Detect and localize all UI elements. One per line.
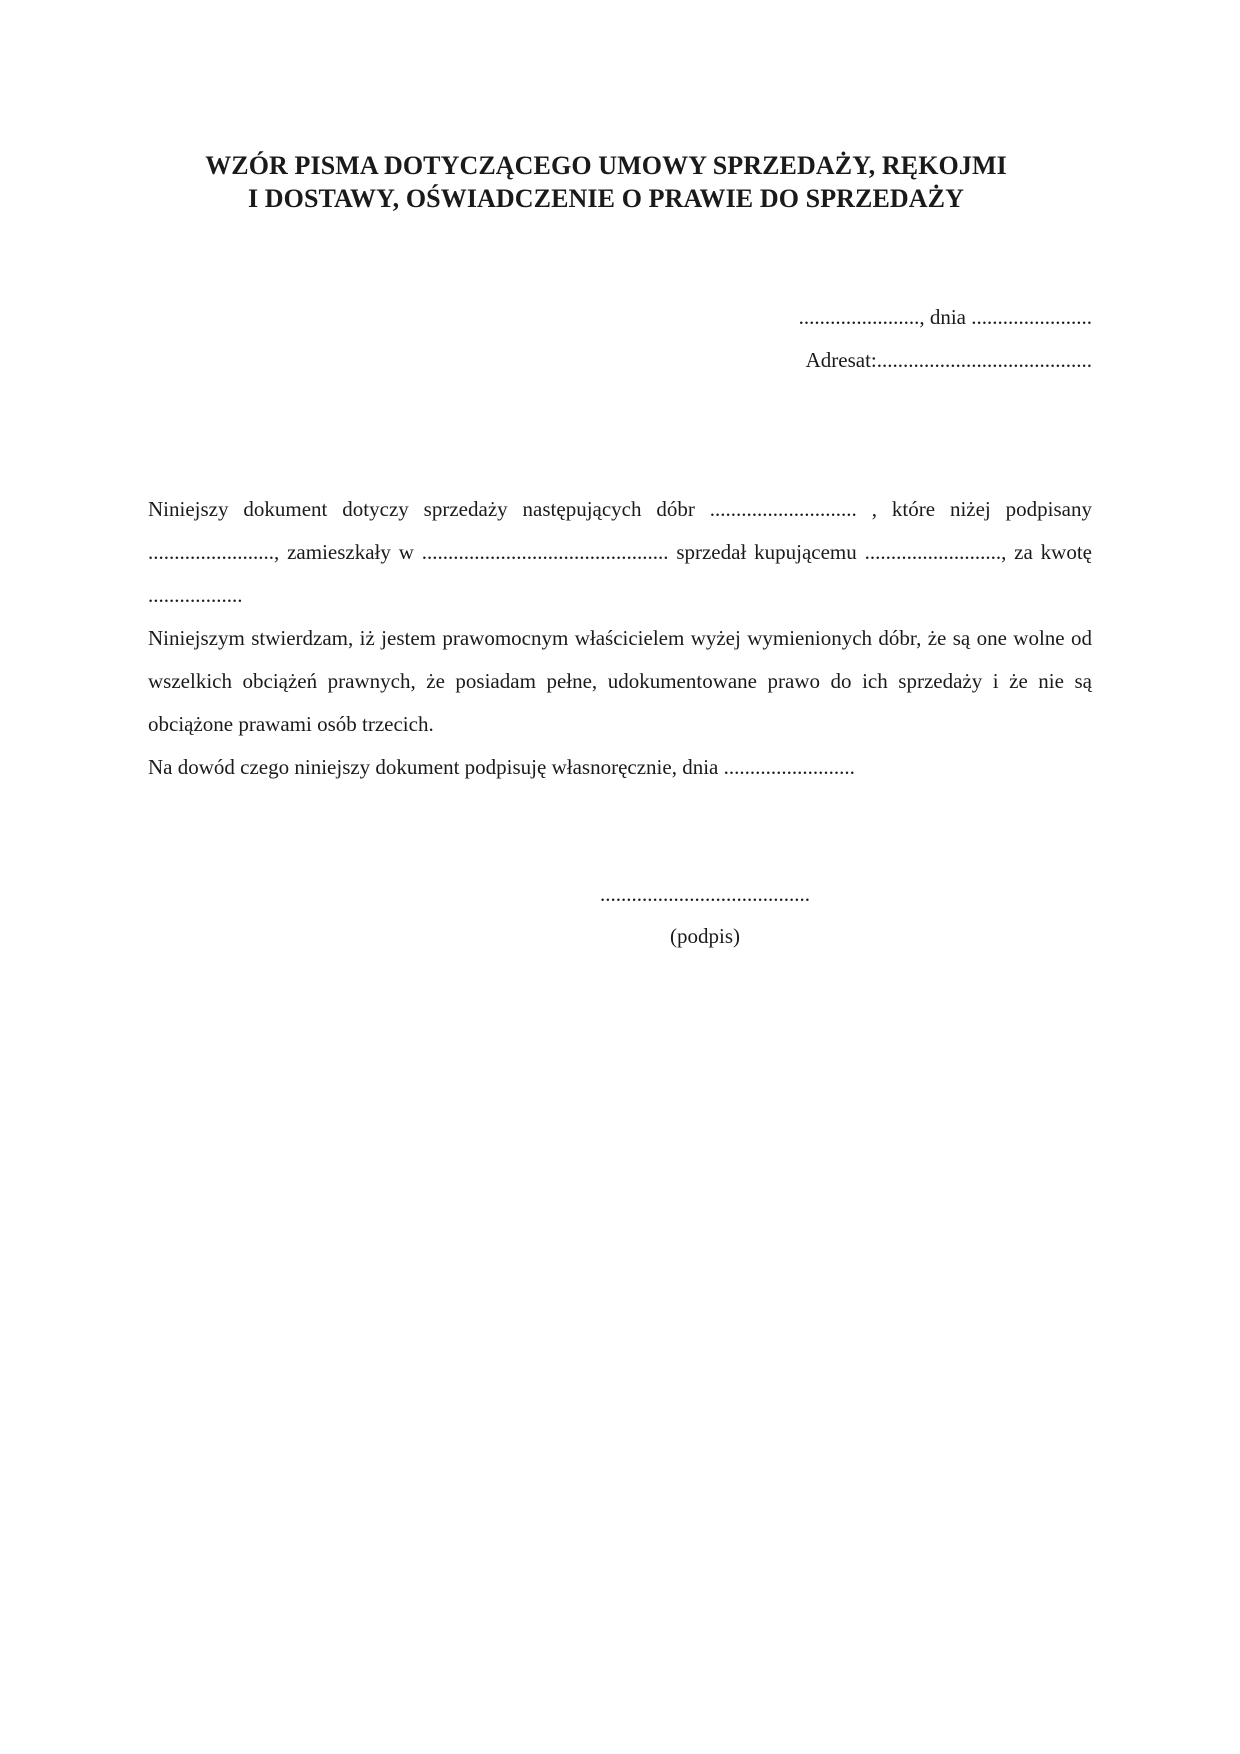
paragraph-sale-details: Niniejszy dokument dotyczy sprzedaży następujących dóbr ............................ , które niżej podpisany ........................, zamieszkały w ............................................... sprzedał kupującemu .........................., za kwotę .................. xyxy=(148,497,1092,607)
addressee-line: Adresat:......................................... xyxy=(805,348,1092,372)
title-line-2: I DOSTAWY, OŚWIADCZENIE O PRAWIE DO SPRZEDAŻY xyxy=(247,184,965,213)
paragraph-signing-statement: Na dowód czego niniejszy dokument podpisuję własnoręcznie, dnia ......................... xyxy=(148,755,855,779)
document-body xyxy=(148,488,1092,789)
signature-label: (podpis) xyxy=(670,924,740,948)
title-line-1: WZÓR PISMA DOTYCZĄCEGO UMOWY SPRZEDAŻY, RĘKOJMI xyxy=(205,151,1007,180)
signature-line: ........................................ xyxy=(600,882,810,906)
paragraph-ownership-statement: Niniejszym stwierdzam, iż jestem prawomocnym właścicielem wyżej wymienionych dóbr, że są one wolne od wszelkich obciążeń prawnych, że posiadam pełne, udokumentowane prawo do ich sprzedaży i że nie są obciążone prawami osób trzecich. xyxy=(148,626,1092,736)
document-title xyxy=(150,149,1062,215)
date-line: ......................., dnia ....................... xyxy=(798,305,1092,329)
